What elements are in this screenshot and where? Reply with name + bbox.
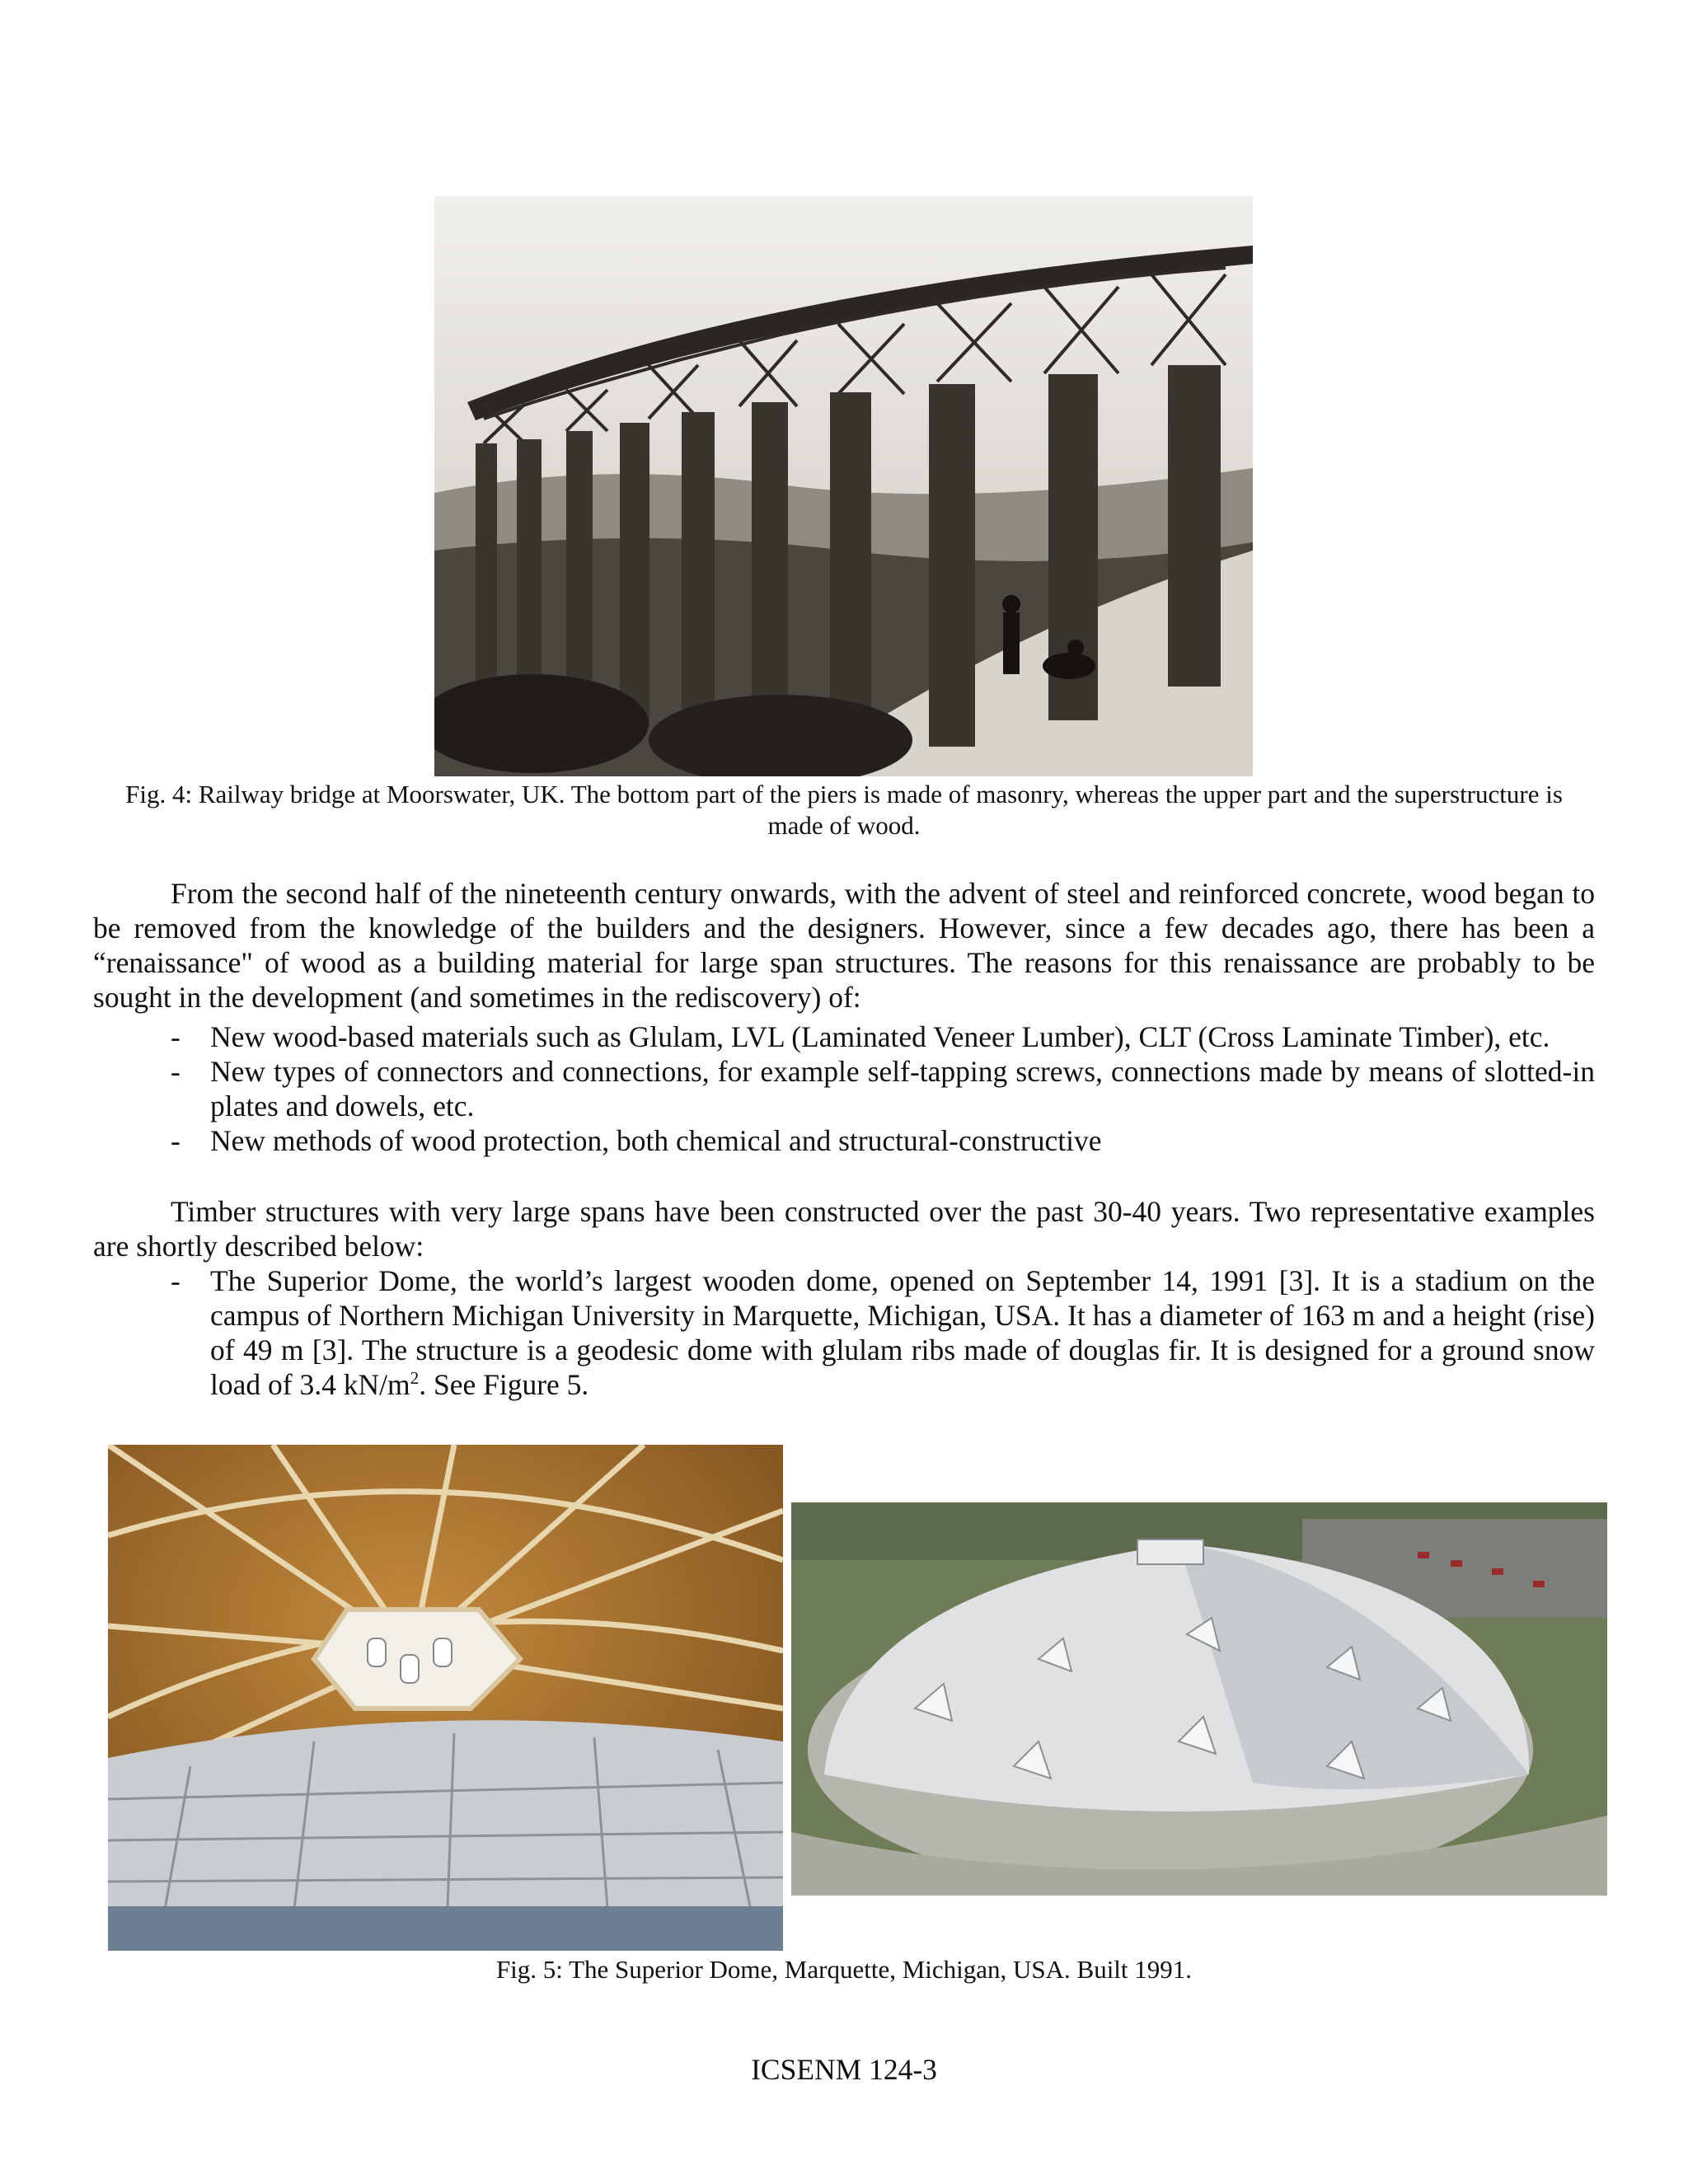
- list-item: [93, 1054, 1595, 1123]
- list-item-text-end: . See Figure 5.: [419, 1368, 589, 1401]
- list-item: [93, 1019, 1595, 1054]
- list-bullet: -: [171, 1055, 181, 1088]
- figure-5-dome-aerial-photo: [791, 1502, 1607, 1896]
- body-paragraph-2: Timber structures with very large spans have been constructed over the past 30-40 years. Two representative examples are shortly described below:: [93, 1195, 1595, 1263]
- list-item-text: New types of connectors and connections, for example self-tapping screws, connections made by means of slotted-in plates and dowels, etc.: [210, 1055, 1595, 1122]
- figure-5-caption: Fig. 5: The Superior Dome, Marquette, Michigan, USA. Built 1991.: [495, 1955, 1193, 1984]
- figure-4-railway-bridge-photo: [434, 196, 1253, 776]
- body-paragraph-1: From the second half of the nineteenth century onwards, with the advent of steel and reinforced concrete, wood began to be removed from the knowledge of the builders and the designers. However, since a few decades ago, there has been a “renaissance" of wood as a building material for large span structures. The reasons for this renaissance are probably to be sought in the development (and sometimes in the rediscovery) of:: [93, 877, 1595, 1014]
- list-item-text: New wood-based materials such as Glulam, LVL (Laminated Veneer Lumber), CLT (Cross Laminate Timber), etc.: [210, 1020, 1550, 1053]
- examples-list: [93, 1263, 1595, 1402]
- list-bullet: -: [171, 1264, 181, 1297]
- list-bullet: -: [171, 1020, 181, 1053]
- list-item-text-main: The Superior Dome, the world’s largest wooden dome, opened on September 14, 1991 [3]. It is a stadium on the campus of Northern Michigan University in Marquette, Michigan, USA. It has a diameter of 163 m and a height (rise) of 49 m [3]. The structure is a geodesic dome with glulam ribs made of douglas fir. It is designed for a ground snow load of 3.4 kN/m: [210, 1264, 1595, 1401]
- list-bullet: -: [171, 1124, 181, 1157]
- page-footer: ICSENM 124-3: [751, 2053, 937, 2086]
- materials-list: [93, 1019, 1595, 1158]
- list-item-text: [210, 1264, 1595, 1401]
- figure-5-dome-interior-photo: [108, 1445, 783, 1951]
- list-item: [93, 1263, 1595, 1402]
- figure-4-caption: Fig. 4: Railway bridge at Moorswater, UK. The bottom part of the piers is made of masonry, whereas the upper part and the superstructure is made of wood.: [125, 780, 1563, 840]
- list-item: [93, 1123, 1595, 1158]
- superscript: 2: [410, 1368, 420, 1389]
- list-item-text: New methods of wood protection, both chemical and structural-constructive: [210, 1124, 1102, 1157]
